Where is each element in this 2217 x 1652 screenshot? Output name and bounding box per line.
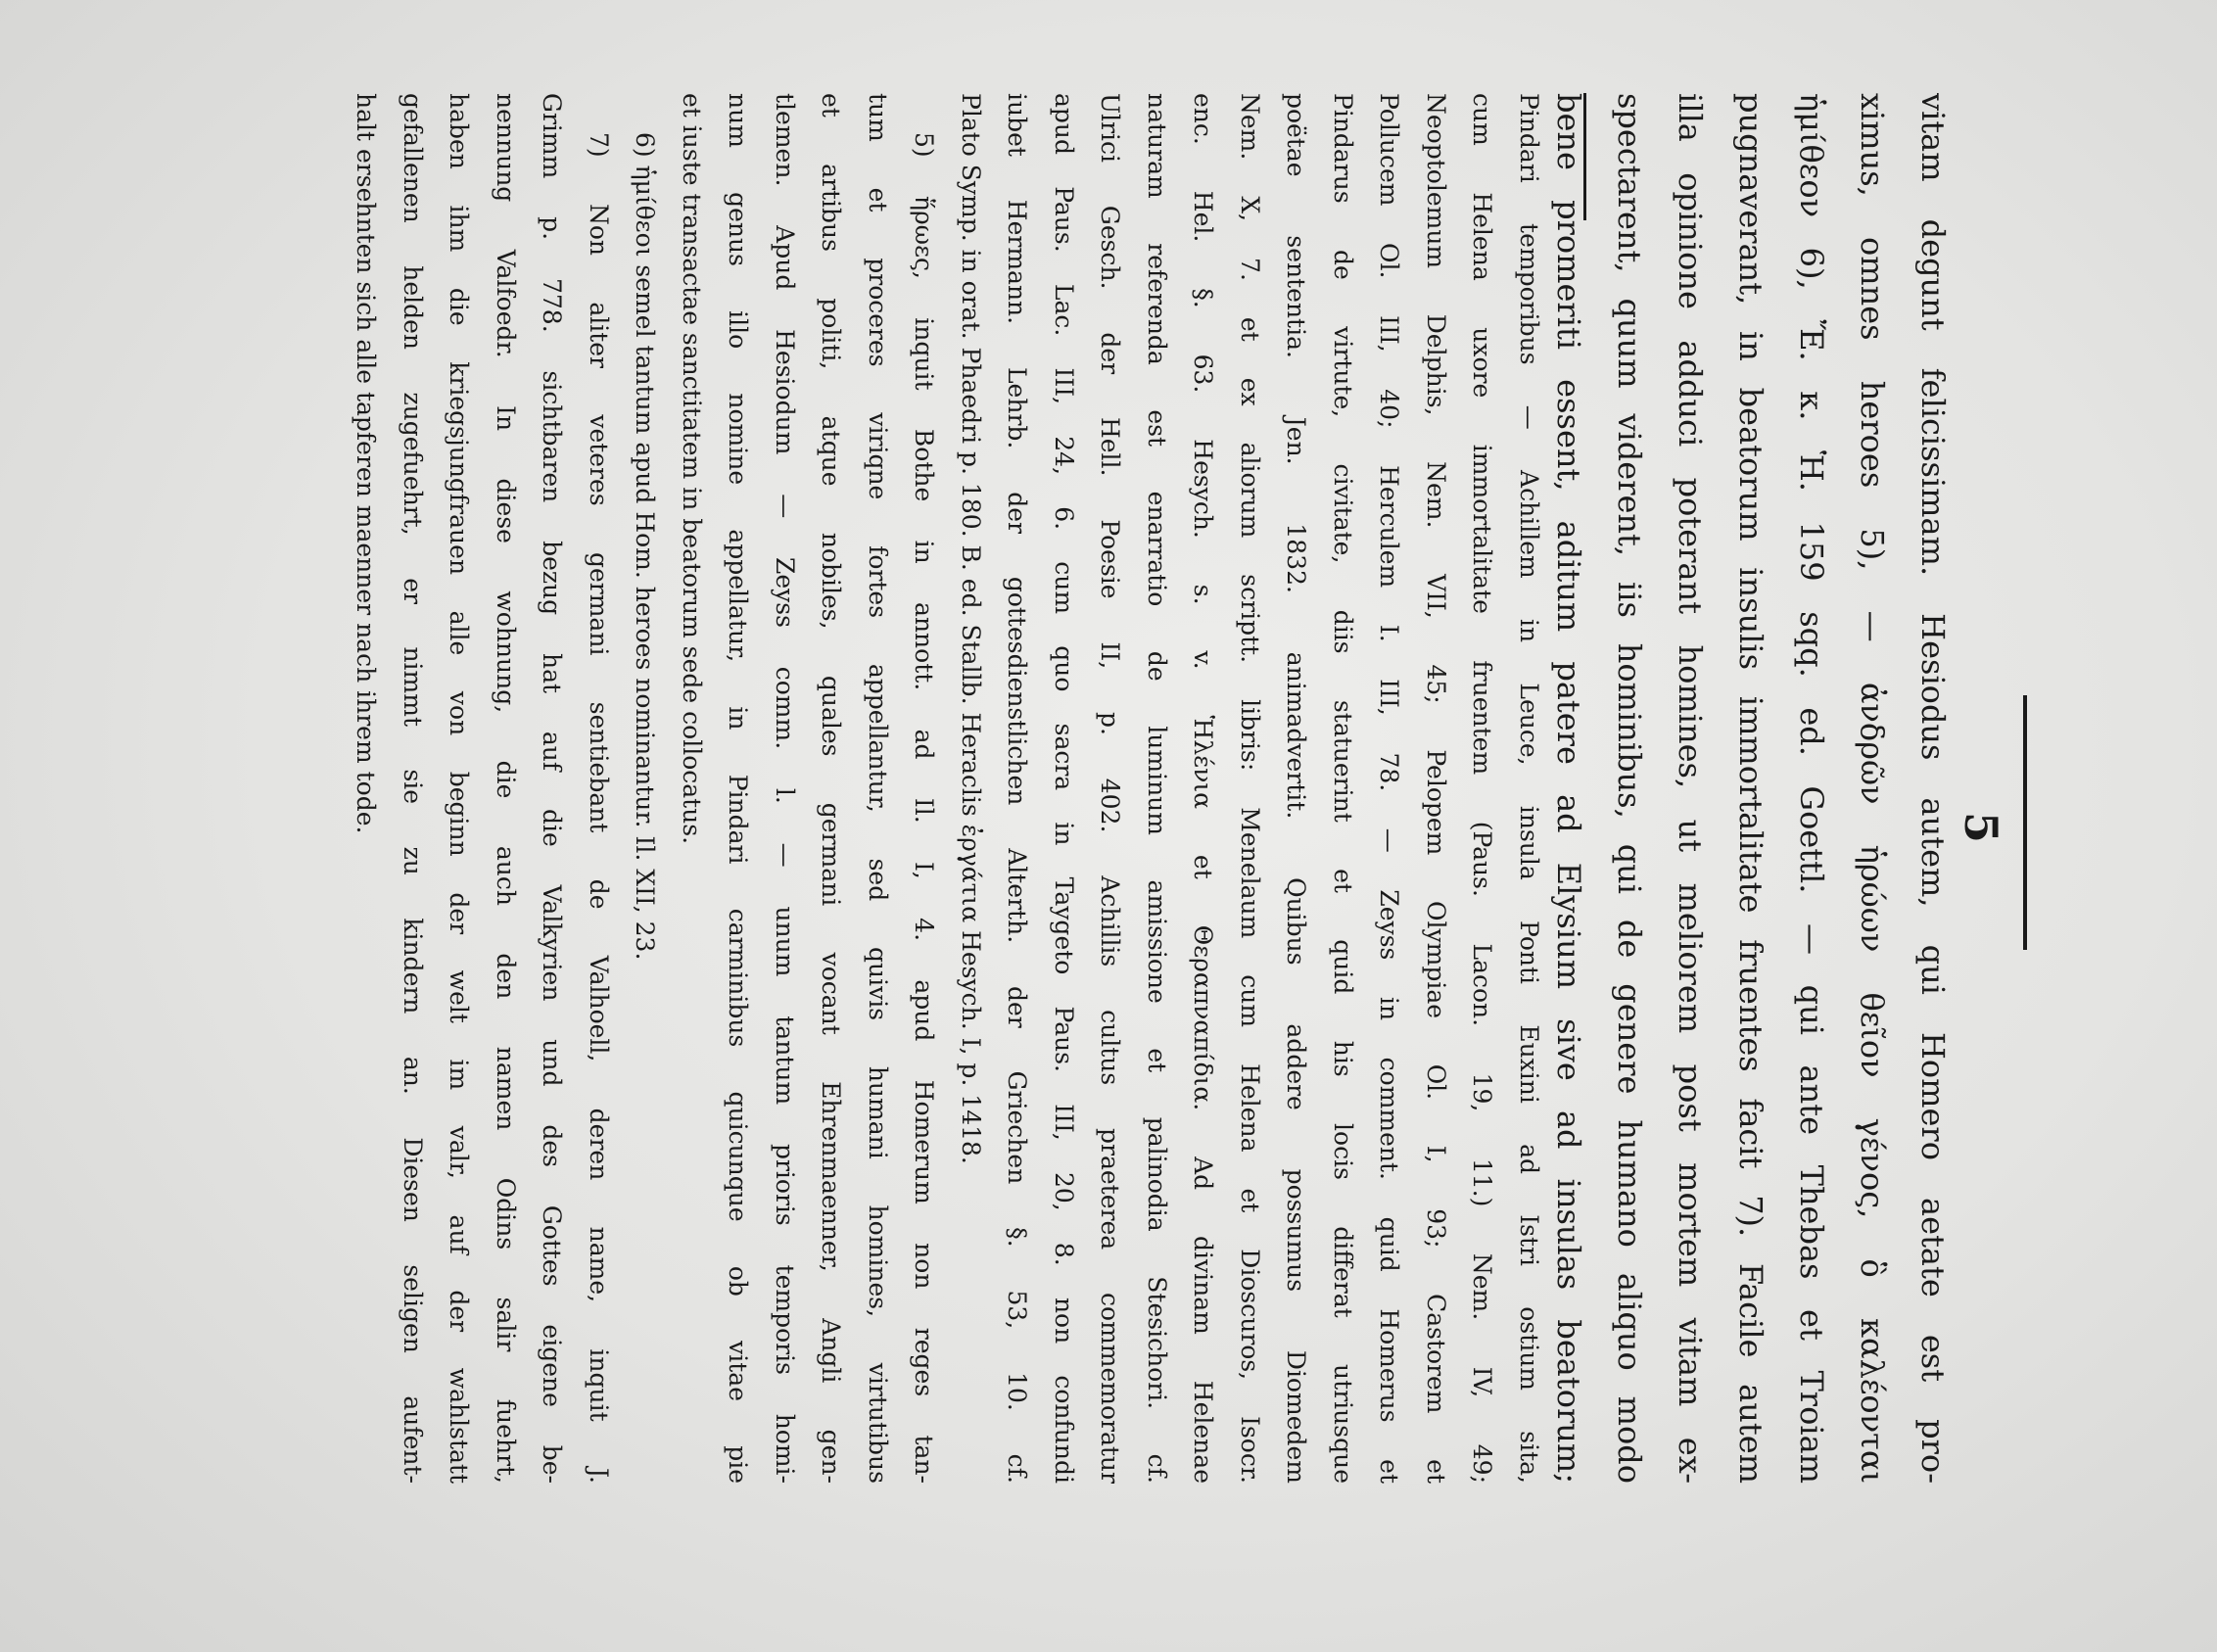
text-line: illa opinione adduci poterant homines, ut meliorem post mortem vitam ex-: [1672, 93, 1709, 1484]
footnote-line: Pindarus de virtute, civitate, diis statuerint et quid his locis differat utriusque: [1329, 93, 1357, 1484]
footnote-line: Plato Symp. in orat. Phaedri p. 180. B. ed. Stallb. Heraclis ἐργάτια Hesych. I, p. 1418.: [957, 93, 985, 1164]
footnote-6: 6) ἡμίθεοι semel tantum apud Hom. heroes nominantur. Il. XII, 23.: [631, 132, 660, 961]
text-line: vitam degunt felicissimam. Hesiodus autem, qui Homero aetate est pro-: [1914, 93, 1952, 1484]
rotated-page-content: [304, 93, 2066, 1562]
header-rule: [2023, 695, 2027, 950]
text-line: ἡμίθεον 6), Ἔ. κ. Ἡ. 159 sqq. ed. Goettl. — qui ante Thebas et Troiam: [1793, 93, 1830, 1484]
footnote-line: Nem. X, 7. et ex aliorum scriptt. libris: Menelaum cum Helena et Dioscuros, Isocr.: [1236, 93, 1264, 1484]
text-line: ximus, omnes heroes 5), — ἀνδρῶν ἡρώων θεῖον γένος, ὃ καλέονται: [1854, 93, 1891, 1484]
footnote-line: haben ihm die kriegsjungfrauen alle von beginn der welt im valr, auf der wahlstatt: [445, 93, 474, 1484]
main-text-block: [1538, 93, 1963, 1484]
footnote-line: poëtae sententia. Jen. 1832. animadvertit. Quibus addere possumus Diomedem: [1282, 93, 1311, 1484]
footnote-line: nennung Valfoedr. In diese wohnung, die auch den namen Odins salir fuehrt,: [492, 93, 520, 1484]
footnote-7-start: 7) Non aliter veteres germani sentiebant de Valhoell, deren name, inquit J.: [585, 132, 613, 1484]
footnote-line: halt ersehnten sich alle tapferen maenner nach ihrem tode.: [352, 93, 381, 834]
footnote-line: Pollucem Ol. III, 40; Herculem I. III, 78. — Zeyss in comment. quid Homerus et: [1375, 93, 1404, 1484]
footnote-line: tum et proceres viriqne fortes appellantur, sed quivis humani homines, virtutibus: [864, 93, 892, 1484]
footnote-line: Ulrici Gesch. der Hell. Poesie II, p. 402. Achillis cultus praeterea commemoratur: [1096, 93, 1125, 1484]
footnote-line: et artibus politi, atque nobiles, quales germani vocant Ehrenmaenner, Angli gen-: [817, 93, 846, 1484]
footnote-line: naturam referenda est enarratio de luminum amissione et palinodia Stesichori. cf.: [1143, 93, 1171, 1484]
footnote-line: tlemen. Apud Hesiodum — Zeyss comm. l. — unum tantum prioris temporis homi-: [771, 93, 799, 1484]
footnote-line: Pindari temporibus — Achillem in Leuce, insula Ponti Euxini ad Istri ostium sita,: [1515, 93, 1543, 1484]
footnotes-block: [343, 93, 1552, 1484]
footnote-line: enc. Hel. §. 63. Hesych. s. v. Ἡλένια et Θεραπναπίδια. Ad divinam Helenae: [1189, 93, 1218, 1484]
text-line: spectarent, quum viderent, iis hominibus, qui de genere humano aliquo modo: [1611, 93, 1648, 1484]
footnote-line: Grimm p. 778. sichtbaren bezug hat auf die Valkyrien und des Gottes eigene be-: [538, 93, 567, 1484]
footnote-line: num genus illo nomine appellatur, in Pindari carminibus quicunque ob vitae pie: [724, 93, 753, 1484]
text-line: pugnaverant, in beatorum insulis immortalitate fruentes facit 7). Facile autem: [1732, 93, 1769, 1484]
text-line: bene promeriti essent, aditum patere ad Elysium sive ad insulas beatorum;: [1550, 93, 1587, 1484]
footnote-line: cum Helena uxore immortalitate fruentem (Paus. Lacon. 19, 11.) Nem. IV, 49;: [1468, 93, 1497, 1484]
footnote-line: et iuste transactae sanctitatem in beatorum sede collocatus.: [678, 93, 706, 845]
footnote-line: Neoptolemum Delphis, Nem. VII, 45; Pelopem Olympiae Ol. I, 93; Castorem et: [1422, 93, 1450, 1484]
footnote-separator: [1583, 93, 1586, 220]
page-number: 5: [1955, 811, 2007, 843]
footnote-line: gefallenen helden zugefuehrt, er nimmt sie zu kindern an. Diesen seligen aufent-: [399, 93, 427, 1484]
footnote-line: iubet Hermann. Lehrb. der gottesdienstlichen Alterth. der Griechen §. 53, 10. cf.: [1003, 93, 1032, 1484]
footnote-line: apud Paus. Lac. III, 24, 6. cum quo sacra in Taygeto Paus. III, 20, 8. non confundi: [1050, 93, 1078, 1484]
footnote-5-start: 5) ἥρωες, inquit Bothe in annott. ad Il. I, 4. apud Homerum non reges tan-: [910, 132, 939, 1484]
